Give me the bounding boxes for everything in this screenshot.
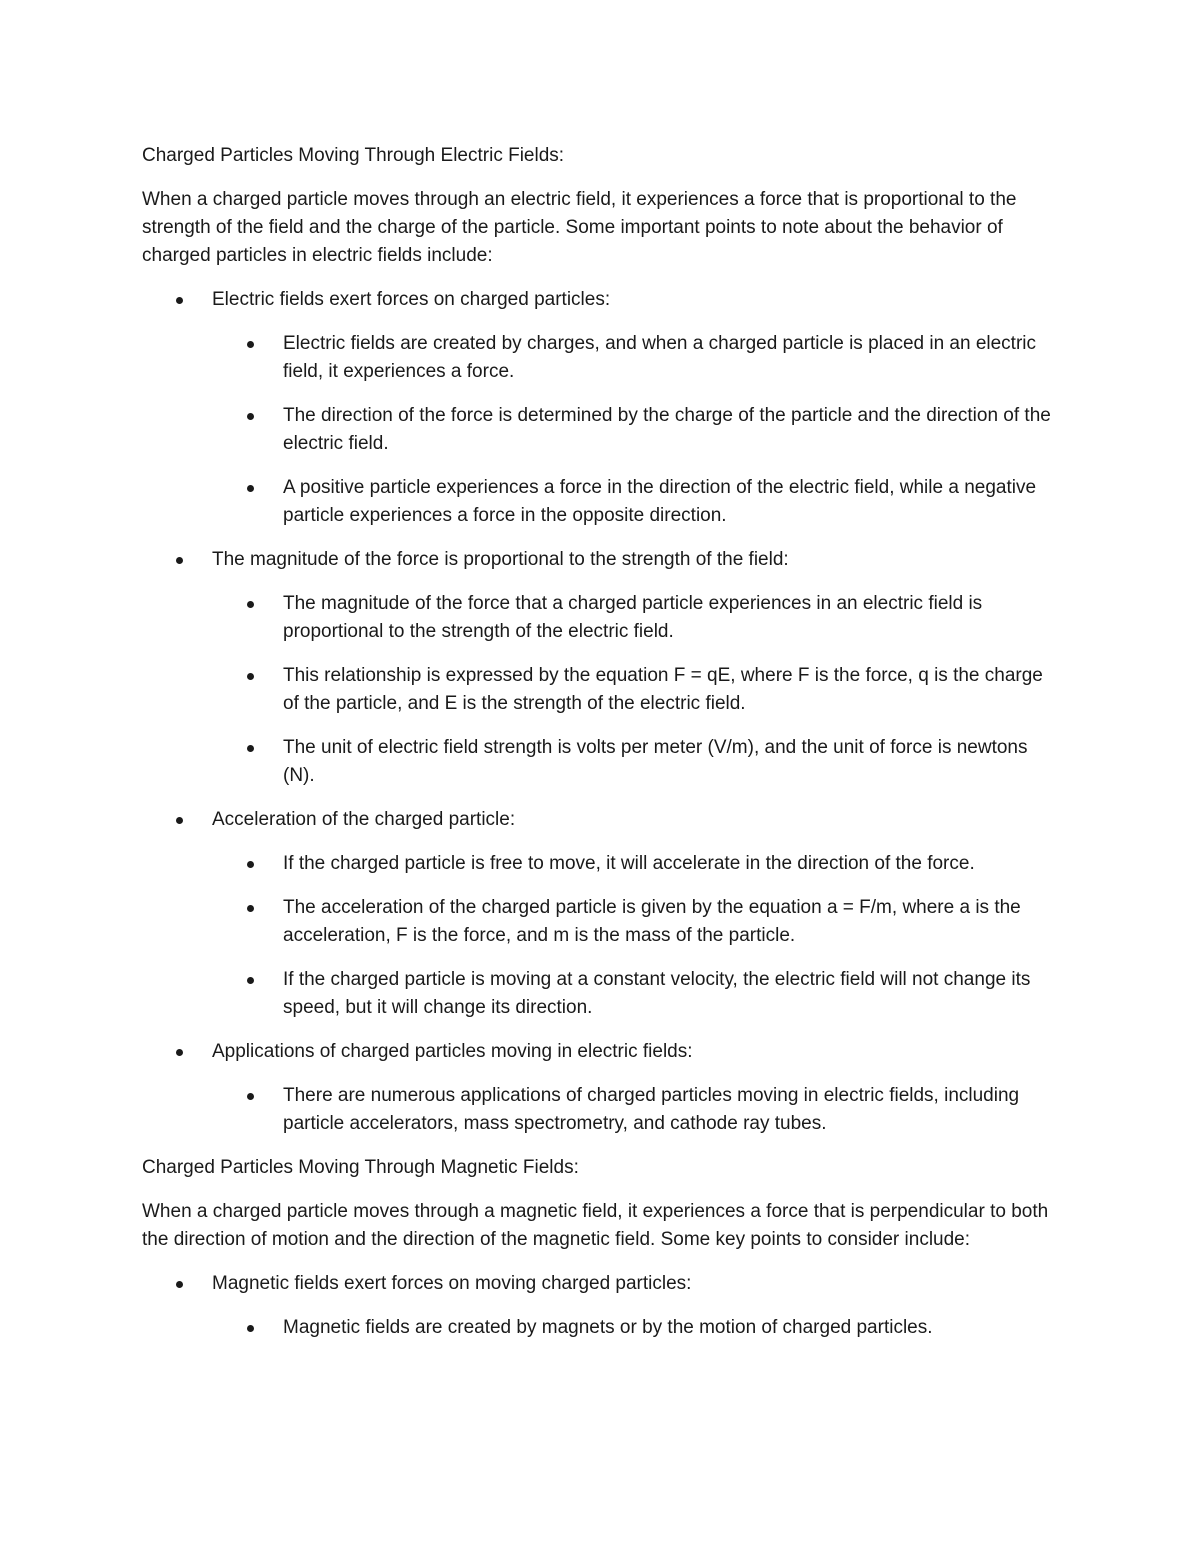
section-heading: Charged Particles Moving Through Magnetic Fields:	[142, 1157, 579, 1178]
section-electric-fields	[142, 142, 1060, 1138]
list-item	[283, 474, 1060, 530]
list-item	[283, 330, 1060, 386]
bullet-icon	[247, 745, 254, 752]
point-title: Applications of charged particles moving in electric fields:	[212, 1041, 693, 1062]
subpoint-text: Magnetic fields are created by magnets or by the motion of charged particles.	[283, 1317, 933, 1338]
list-item	[212, 1038, 1060, 1138]
list-item	[283, 402, 1060, 458]
point-title: Electric fields exert forces on charged particles:	[212, 289, 611, 310]
subpoint-list	[212, 330, 1060, 530]
bullet-icon	[176, 817, 183, 824]
list-item	[283, 894, 1060, 950]
section-heading: Charged Particles Moving Through Electric Fields:	[142, 145, 565, 166]
subpoint-list	[212, 1314, 1060, 1342]
subpoint-text: Electric fields are created by charges, and when a charged particle is placed in an electric field, it experiences a force.	[283, 333, 1037, 382]
subpoint-text: A positive particle experiences a force in the direction of the electric field, while a negative particle experiences a force in the opposite direction.	[283, 477, 1037, 526]
bullet-icon	[247, 485, 254, 492]
bullet-icon	[247, 341, 254, 348]
subpoint-text: There are numerous applications of charged particles moving in electric fields, including particle accelerators, mass spectrometry, and cathode ray tubes.	[283, 1085, 1020, 1134]
bullet-icon	[176, 297, 183, 304]
list-item	[212, 806, 1060, 1022]
list-item	[283, 590, 1060, 646]
point-title: Magnetic fields exert forces on moving charged particles:	[212, 1273, 692, 1294]
list-item	[283, 966, 1060, 1022]
section-magnetic-fields	[142, 1154, 1060, 1342]
subpoint-text: The acceleration of the charged particle is given by the equation a = F/m, where a is the acceleration, F is the force, and m is the mass of the particle.	[283, 897, 1021, 946]
list-item	[283, 734, 1060, 790]
bullet-icon	[247, 1325, 254, 1332]
list-item	[283, 1082, 1060, 1138]
list-item	[283, 1314, 1060, 1342]
point-list	[142, 1270, 1060, 1342]
bullet-icon	[176, 1281, 183, 1288]
list-item	[212, 286, 1060, 530]
bullet-icon	[176, 1049, 183, 1056]
bullet-icon	[247, 601, 254, 608]
bullet-icon	[247, 861, 254, 868]
bullet-icon	[247, 413, 254, 420]
point-list	[142, 286, 1060, 1138]
point-title: Acceleration of the charged particle:	[212, 809, 516, 830]
subpoint-text: The unit of electric field strength is volts per meter (V/m), and the unit of force is newtons (N).	[283, 737, 1028, 786]
list-item	[212, 1270, 1060, 1342]
subpoint-text: If the charged particle is free to move, it will accelerate in the direction of the force.	[283, 853, 975, 874]
section-intro: When a charged particle moves through a magnetic field, it experiences a force that is perpendicular to both the direction of motion and the direction of the magnetic field. Some key points to consider include:	[142, 1201, 1049, 1250]
subpoint-text: The direction of the force is determined by the charge of the particle and the direction of the electric field.	[283, 405, 1051, 454]
subpoint-text: This relationship is expressed by the equation F = qE, where F is the force, q is the charge of the particle, and E is the strength of the electric field.	[283, 665, 1043, 714]
subpoint-list	[212, 1082, 1060, 1138]
subpoint-list	[212, 590, 1060, 790]
bullet-icon	[176, 557, 183, 564]
list-item	[212, 546, 1060, 790]
bullet-icon	[247, 673, 254, 680]
subpoint-list	[212, 850, 1060, 1022]
bullet-icon	[247, 1093, 254, 1100]
list-item	[283, 850, 1060, 878]
subpoint-text: The magnitude of the force that a charged particle experiences in an electric field is proportional to the strength of the electric field.	[283, 593, 983, 642]
subpoint-text: If the charged particle is moving at a constant velocity, the electric field will not change its speed, but it will change its direction.	[283, 969, 1031, 1018]
bullet-icon	[247, 905, 254, 912]
list-item	[283, 662, 1060, 718]
point-title: The magnitude of the force is proportional to the strength of the field:	[212, 549, 789, 570]
section-intro: When a charged particle moves through an electric field, it experiences a force that is proportional to the strength of the field and the charge of the particle. Some important points to note about the behavior of charged particles in electric fields include:	[142, 189, 1017, 266]
bullet-icon	[247, 977, 254, 984]
